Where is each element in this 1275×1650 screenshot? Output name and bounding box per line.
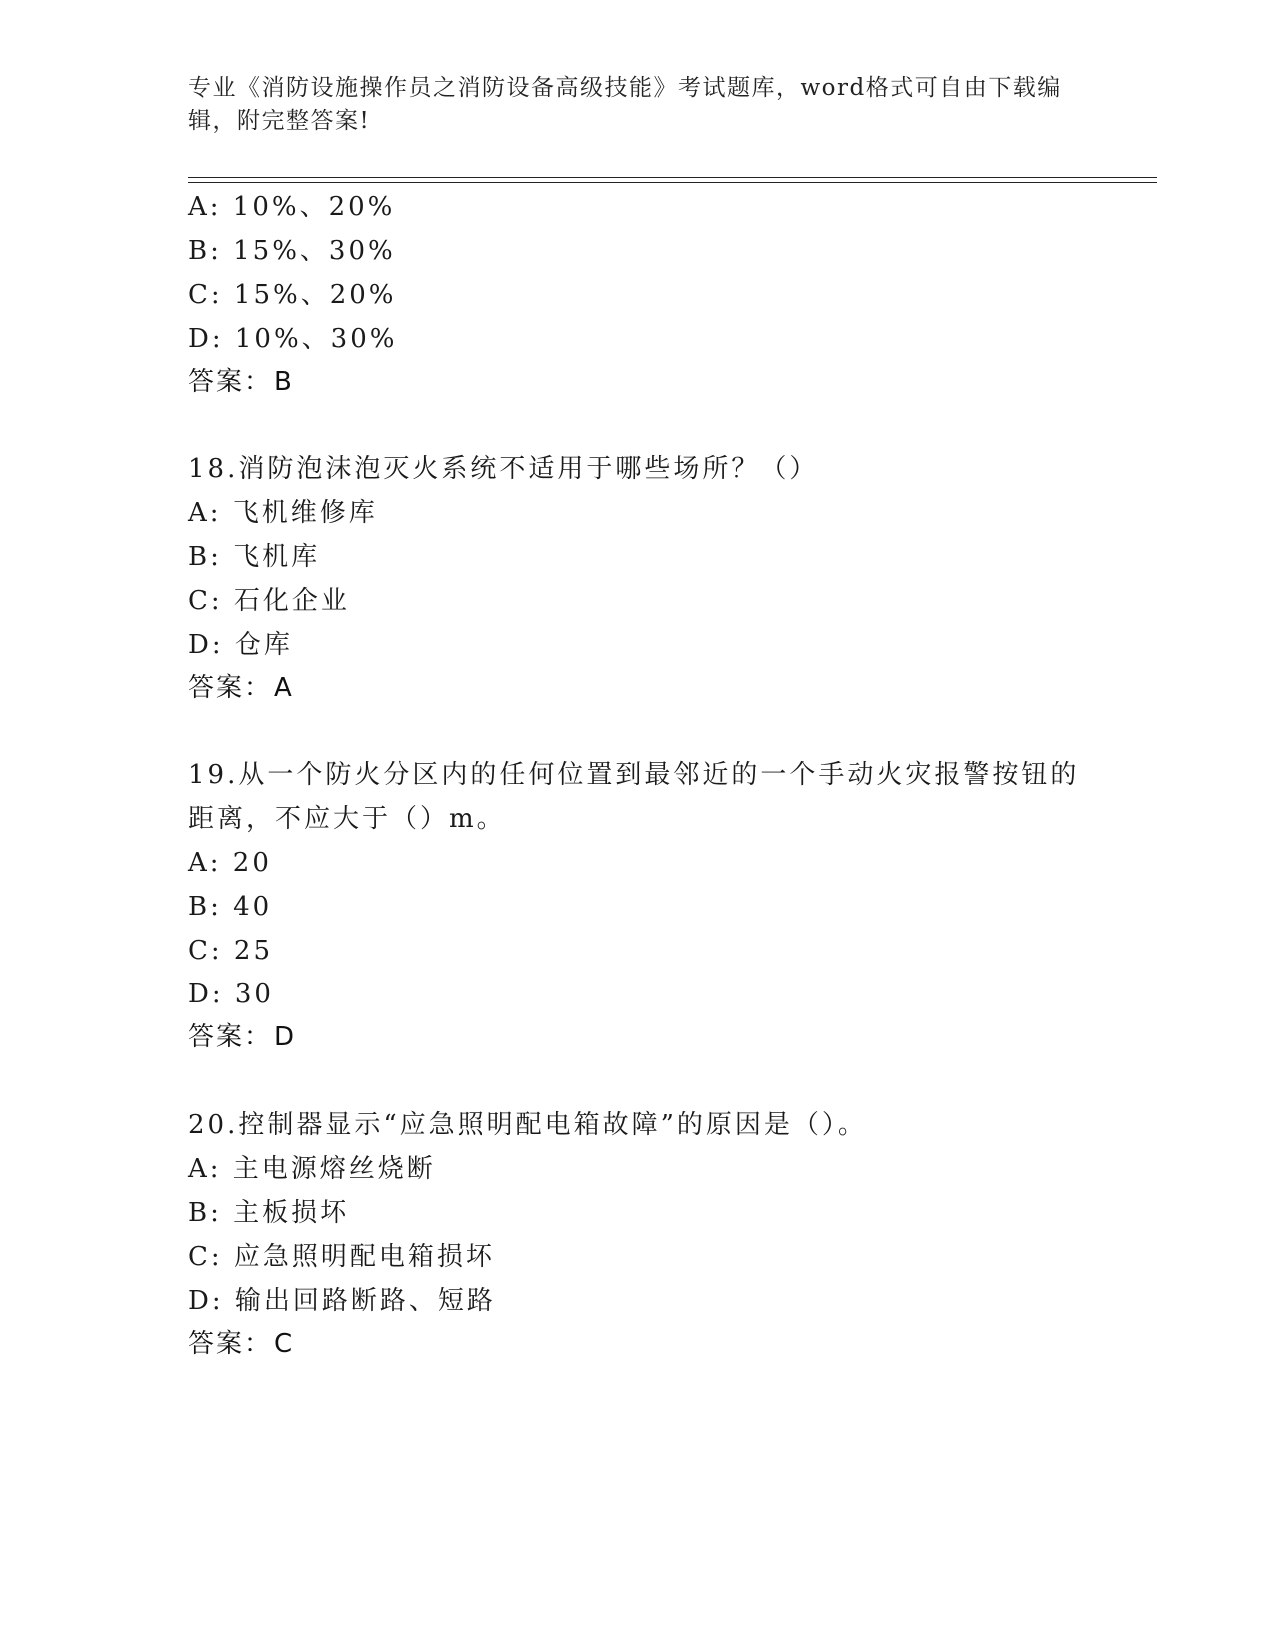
header-rule-top bbox=[188, 177, 1157, 178]
answer-value: A bbox=[274, 673, 294, 703]
q17-answer bbox=[188, 367, 294, 397]
q18-option-d: D: 仓库 bbox=[188, 630, 293, 660]
q19-option-a: A: 20 bbox=[188, 848, 272, 878]
answer-label: 答案： bbox=[188, 367, 273, 397]
q20-answer bbox=[188, 1329, 294, 1359]
q18-answer bbox=[188, 673, 294, 703]
q18-option-b: B: 飞机库 bbox=[188, 542, 321, 572]
answer-value: C bbox=[274, 1329, 295, 1359]
q19-question-line1: 19.从一个防火分区内的任何位置到最邻近的一个手动火灾报警按钮的 bbox=[188, 760, 1080, 790]
answer-label: 答案： bbox=[188, 673, 273, 703]
q20-option-d: D: 输出回路断路、短路 bbox=[188, 1286, 496, 1316]
q18-option-a: A: 飞机维修库 bbox=[188, 498, 378, 528]
q19-option-d: D: 30 bbox=[188, 979, 274, 1009]
q20-option-a: A: 主电源熔丝烧断 bbox=[188, 1154, 436, 1184]
q19-option-c: C: 25 bbox=[188, 936, 274, 966]
q19-answer bbox=[188, 1022, 296, 1052]
header-rule-bottom bbox=[188, 182, 1157, 183]
q18-question: 18.消防泡沫泡灭火系统不适用于哪些场所？（） bbox=[188, 454, 819, 484]
q19-option-b: B: 40 bbox=[188, 892, 273, 922]
q19-question-line2: 距离，不应大于（）m。 bbox=[188, 804, 506, 834]
page-header: 专业《消防设施操作员之消防设备高级技能》考试题库，word格式可自由下载编辑，附完整答案! bbox=[188, 75, 1062, 134]
answer-label: 答案： bbox=[188, 1022, 273, 1052]
q20-option-b: B: 主板损坏 bbox=[188, 1198, 350, 1228]
q17-option-b: B: 15%、30% bbox=[188, 236, 396, 266]
answer-label: 答案： bbox=[188, 1329, 273, 1359]
q17-option-a: A: 10%、20% bbox=[188, 192, 396, 222]
answer-value: B bbox=[274, 367, 294, 397]
q20-question: 20.控制器显示“应急照明配电箱故障”的原因是（）。 bbox=[188, 1110, 867, 1140]
q17-option-d: D: 10%、30% bbox=[188, 324, 398, 354]
q18-option-c: C: 石化企业 bbox=[188, 586, 350, 616]
answer-value: D bbox=[274, 1022, 297, 1052]
q17-option-c: C: 15%、20% bbox=[188, 280, 397, 310]
q20-option-c: C: 应急照明配电箱损坏 bbox=[188, 1242, 495, 1272]
